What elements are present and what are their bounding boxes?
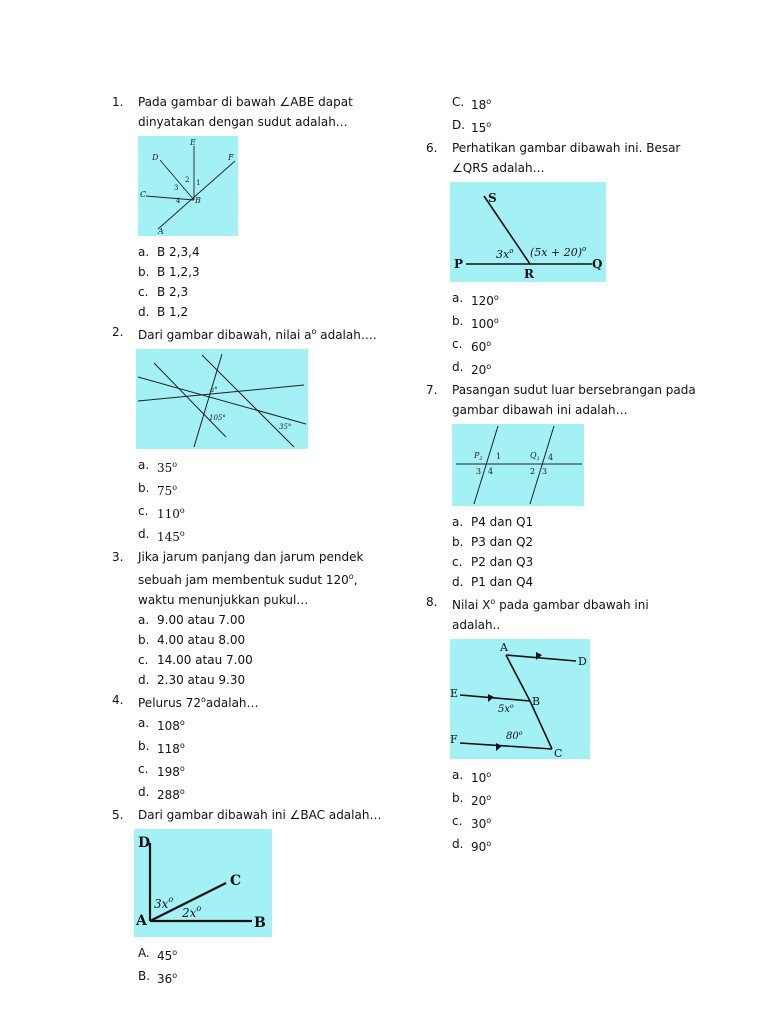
angle-35-label: 35°: [279, 423, 292, 431]
label-B: B: [254, 915, 266, 931]
option-c[interactable]: c. 14.00 atau 7.00: [138, 653, 253, 667]
question-number: 8.: [426, 595, 438, 609]
angle-p4: 4: [488, 467, 494, 476]
label-B: B: [195, 196, 201, 205]
option-c[interactable]: c. B 2,3: [138, 285, 189, 299]
option-a[interactable]: a. B 2,3,4: [138, 245, 200, 259]
label-P: P: [454, 257, 464, 271]
label-C: C: [230, 873, 242, 889]
label-Q: Q: [592, 257, 603, 271]
question-4: 4. Pelurus 72$^o$adalah…: [112, 690, 412, 713]
option-d[interactable]: d. 145$^o$: [138, 527, 185, 544]
option-c[interactable]: c. 30$^o$: [452, 814, 492, 831]
option-b[interactable]: b. 118$^o$: [138, 739, 185, 756]
option-a[interactable]: a. 120$^o$: [452, 291, 499, 308]
option-b[interactable]: b. 4.00 atau 8.00: [138, 633, 246, 647]
question-number: 4.: [112, 693, 124, 707]
question-2: 2. Dari gambar dibawah, nilai $a^o$ adalah….: [112, 322, 412, 345]
figure-q8-zigzag: [450, 639, 590, 759]
figure-q5-angle: [134, 829, 272, 937]
label-E: E: [450, 687, 459, 700]
question-number: 5.: [112, 808, 124, 822]
option-b[interactable]: b. P3 dan Q2: [452, 535, 534, 549]
angle-q2: 2: [530, 467, 536, 476]
angle-2x-label: $2x^o$: [182, 904, 202, 920]
question-7: 7. Pasangan sudut luar bersebrangan pada gambar dibawah ini adalah…: [426, 380, 716, 420]
question-text-line: dinyatakan dengan sudut adalah…: [138, 115, 348, 129]
angle-label-3: 3: [174, 184, 179, 192]
option-b[interactable]: b. 20$^o$: [452, 791, 492, 808]
option-D[interactable]: D. 15$^o$: [452, 118, 492, 135]
label-D: D: [138, 835, 151, 851]
angle-label-2: 2: [185, 176, 190, 184]
label-R: R: [524, 267, 534, 281]
angle-q4: 4: [548, 453, 554, 462]
question-6: 6. Perhatikan gambar dibawah ini. Besar ∠QRS adalah…: [426, 138, 716, 178]
angle-label-1: 1: [196, 179, 201, 187]
question-5: 5. Dari gambar dibawah ini ∠BAC adalah…: [112, 805, 412, 825]
angle-3x-label: $3x^o$: [154, 895, 174, 911]
angle-a-label: a°: [210, 386, 218, 394]
option-A[interactable]: A. 45$^o$: [138, 946, 178, 963]
option-d[interactable]: d. 288$^o$: [138, 785, 185, 802]
option-d[interactable]: d. 2.30 atau 9.30: [138, 673, 246, 687]
option-c[interactable]: c. P2 dan Q3: [452, 555, 534, 569]
option-d[interactable]: d. 20$^o$: [452, 360, 492, 377]
question-number: 3.: [112, 550, 124, 564]
angle-p3: 3: [476, 467, 482, 476]
label-D: D: [578, 655, 587, 668]
angle-5x-label: $5x^o$: [498, 703, 514, 715]
label-F: F: [450, 733, 458, 746]
angle-5x-plus-20-label: $(5x + 20)^o$: [530, 245, 587, 259]
option-c[interactable]: c. 60$^o$: [452, 337, 492, 354]
label-S: S: [488, 191, 497, 205]
label-A: A: [136, 913, 147, 929]
option-C[interactable]: C. 18$^o$: [452, 95, 492, 112]
option-b[interactable]: b. B 1,2,3: [138, 265, 200, 279]
option-a[interactable]: a. P4 dan Q1: [452, 515, 534, 529]
label-D: D: [152, 153, 159, 162]
label-C: C: [554, 747, 563, 759]
option-a[interactable]: a. 35$^o$: [138, 458, 178, 475]
question-1: [112, 92, 412, 132]
option-b[interactable]: b. 100$^o$: [452, 314, 499, 331]
question-number: 7.: [426, 383, 438, 397]
question-number: 2.: [112, 325, 124, 339]
option-a[interactable]: a. 10$^o$: [452, 768, 492, 785]
question-number: 6.: [426, 141, 438, 155]
angle-label-4: 4: [176, 197, 181, 205]
option-c[interactable]: c. 198$^o$: [138, 762, 185, 779]
option-a[interactable]: a. 9.00 atau 7.00: [138, 613, 246, 627]
angle-q3: 3: [542, 467, 548, 476]
label-B: B: [532, 695, 541, 708]
angle-p1: 1: [496, 452, 502, 461]
option-d[interactable]: d. B 1,2: [138, 305, 189, 319]
angle-80-label: 80$^o$: [506, 730, 523, 742]
figure-q7-parallel: [452, 424, 584, 506]
question-8: 8. Nilai $X^o$ pada gambar dbawah ini adalah..: [426, 592, 716, 635]
angle-105-label: 105°: [209, 414, 226, 422]
label-P2: $P_2$: [474, 451, 483, 462]
option-c[interactable]: c. 110$^o$: [138, 504, 185, 521]
label-E: E: [190, 138, 196, 147]
question-number: 1.: [112, 95, 124, 109]
option-d[interactable]: d. P1 dan Q4: [452, 575, 534, 589]
option-B[interactable]: B. 36$^o$: [138, 969, 178, 986]
question-text-line: Pada gambar di bawah ∠ABE dapat: [138, 95, 353, 109]
question-3: 3. Jika jarum panjang dan jarum pendek sebuah jam membentuk sudut 120$^o$, waktu menunjukkan pukul…: [112, 547, 412, 610]
right-column: [426, 92, 716, 857]
figure-q6-line: [450, 182, 606, 282]
label-F: F: [228, 153, 234, 162]
label-Q1: $Q_1$: [530, 451, 540, 462]
option-b[interactable]: b. 75$^o$: [138, 481, 178, 498]
option-a[interactable]: a. 108$^o$: [138, 716, 185, 733]
label-C: C: [140, 190, 147, 199]
left-column: [112, 92, 412, 989]
option-d[interactable]: d. 90$^o$: [452, 837, 492, 854]
figure-q2-lines: [136, 349, 308, 449]
label-A: A: [500, 641, 508, 654]
angle-3x-label: $3x^o$: [496, 247, 514, 261]
label-A: A: [158, 227, 164, 236]
figure-q1-angles: [138, 136, 238, 236]
